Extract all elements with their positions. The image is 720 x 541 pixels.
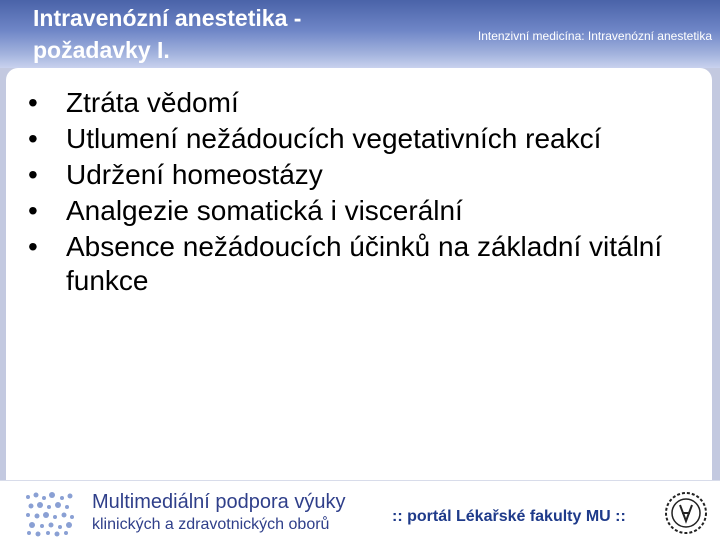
portal-link[interactable]: :: portál Lékařské fakulty MU :: (392, 508, 626, 525)
course-label: Intenzivní medicína: Intravenózní anestetika (477, 29, 712, 43)
multimedia-logo-icon (22, 489, 78, 537)
footer-logo-title: Multimediální podpora výuky (92, 491, 346, 513)
bullet-list (28, 86, 688, 300)
bullet-text: Absence nežádoucích účinků na základní vitální funkce (66, 231, 663, 296)
bullet-text: Analgezie somatická i viscerální (66, 195, 463, 226)
slide-content (6, 68, 712, 480)
bullet-text: Udržení homeostázy (66, 159, 323, 190)
bullet-text: Ztráta vědomí (66, 87, 239, 118)
slide-title-line2: požadavky I. (33, 37, 170, 63)
bullet-item (28, 230, 688, 298)
bullet-dot-icon: • (28, 195, 38, 226)
slide-header (0, 0, 720, 68)
bullet-item (28, 86, 688, 120)
university-seal-icon (664, 491, 708, 535)
bullet-item (28, 194, 688, 228)
bullet-item (28, 158, 688, 192)
bullet-dot-icon: • (28, 159, 38, 190)
bullet-dot-icon: • (28, 231, 38, 262)
bullet-dot-icon: • (28, 123, 38, 154)
slide-title (33, 2, 383, 66)
bullet-text: Utlumení nežádoucích vegetativních reakcí (66, 123, 602, 154)
slide-footer (0, 480, 720, 541)
footer-logo-subtitle: klinických a zdravotnických oborů (92, 516, 330, 533)
slide-title-line1: Intravenózní anestetika - (33, 5, 302, 31)
bullet-dot-icon: • (28, 87, 38, 118)
bullet-item (28, 122, 688, 156)
